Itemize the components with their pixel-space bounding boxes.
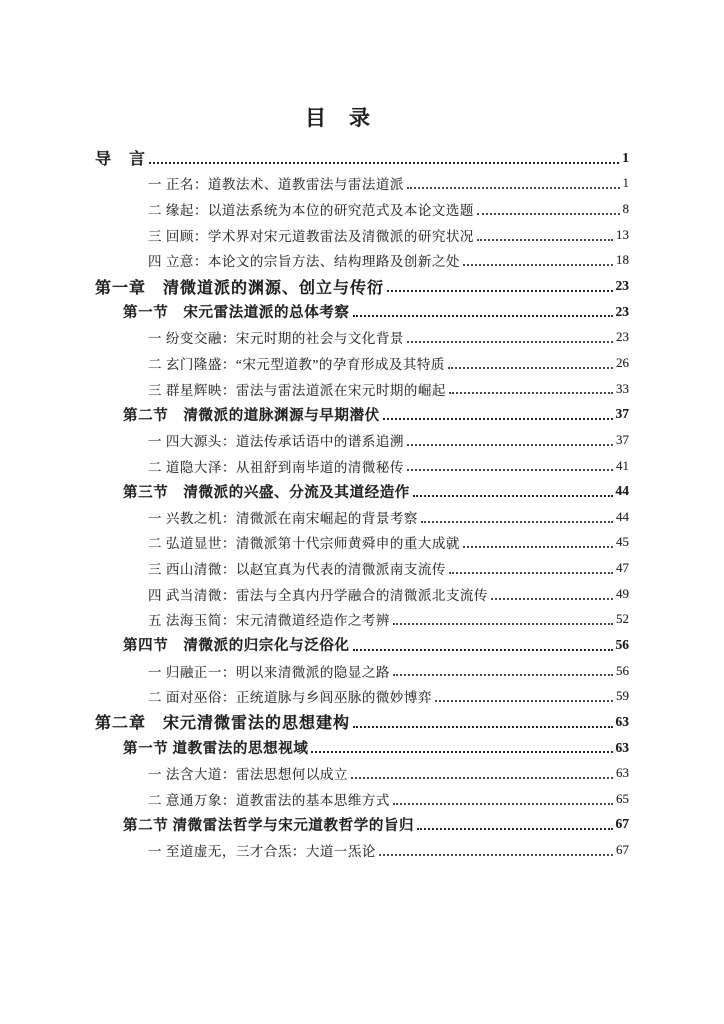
toc-entry bbox=[95, 401, 629, 427]
toc-dot-leader bbox=[379, 837, 613, 856]
toc-page-number: 63 bbox=[616, 765, 629, 781]
toc-entry bbox=[95, 607, 629, 633]
toc-entry-label: 四 立意：本论文的宗旨方法、结构理路及创新之处 bbox=[148, 254, 460, 270]
toc-entry-label: 二 玄门隆盛：“宋元型道教”的孕育形成及其特质 bbox=[148, 356, 445, 372]
toc-dot-leader bbox=[407, 324, 613, 343]
toc-page-number: 23 bbox=[615, 278, 629, 294]
toc-entry-label: 二 道隐大泽：从祖舒到南毕道的清微秘传 bbox=[148, 459, 404, 475]
toc-dot-leader bbox=[435, 683, 613, 702]
toc-dot-leader bbox=[407, 171, 620, 190]
toc-entry bbox=[95, 478, 629, 504]
toc-entry bbox=[95, 248, 629, 274]
toc-entry bbox=[95, 683, 629, 709]
toc-dot-leader bbox=[477, 222, 613, 241]
toc-entry-label: 第二章 宋元清微雷法的思想建构 bbox=[95, 715, 351, 733]
toc-dot-leader bbox=[149, 145, 619, 164]
toc-page-number: 63 bbox=[615, 713, 629, 729]
toc-dot-leader bbox=[311, 735, 612, 754]
toc-page-number: 44 bbox=[616, 508, 629, 524]
toc-entry bbox=[95, 350, 629, 376]
toc-entry bbox=[95, 504, 629, 530]
toc-dot-leader bbox=[417, 812, 612, 831]
toc-entry bbox=[95, 299, 629, 325]
toc-dot-leader bbox=[449, 376, 613, 395]
toc-page-number: 63 bbox=[615, 739, 629, 755]
toc-page-number: 65 bbox=[616, 790, 629, 806]
toc-page-number: 52 bbox=[616, 611, 629, 627]
toc-page-number: 67 bbox=[615, 816, 629, 832]
toc-entry-label: 第一章 清微道派的渊源、创立与传衍 bbox=[95, 279, 385, 297]
toc-entry-label: 一 正名：道教法术、道教雷法与雷法道派 bbox=[148, 177, 404, 193]
toc-entry-label: 三 回顾：学术界对宋元道教雷法及清微派的研究状况 bbox=[148, 228, 474, 244]
toc-page-number: 49 bbox=[616, 585, 629, 601]
toc-entry bbox=[95, 658, 629, 684]
toc-dot-leader bbox=[491, 581, 613, 600]
toc-entry-label: 第一节 道教雷法的思想视域 bbox=[123, 741, 309, 758]
toc-entry bbox=[95, 196, 629, 222]
toc-page-number: 33 bbox=[616, 380, 629, 396]
toc-page-number: 67 bbox=[616, 842, 629, 858]
toc-dot-leader bbox=[393, 658, 613, 677]
toc-entry bbox=[95, 555, 629, 581]
toc-entry-label: 二 缘起：以道法系统为本位的研究范式及本论文选题 bbox=[148, 203, 474, 219]
toc-entry bbox=[95, 453, 629, 479]
toc-entry bbox=[95, 837, 629, 863]
toc-dot-leader bbox=[353, 632, 613, 651]
toc-entry-label: 四 武当清微：雷法与全真内丹学融合的清微派北支流传 bbox=[148, 587, 488, 603]
toc-entry-label: 一 归融正一：明以来清微派的隐显之路 bbox=[148, 664, 390, 680]
toc-entry-label: 第三节 清微派的兴盛、分流及其道经造作 bbox=[123, 484, 410, 501]
toc-entry-label: 第二节 清微雷法哲学与宋元道教哲学的旨归 bbox=[123, 817, 415, 834]
toc-dot-leader bbox=[407, 453, 613, 472]
toc-dot-leader bbox=[393, 786, 613, 805]
toc-dot-leader bbox=[383, 401, 613, 420]
toc-entry bbox=[95, 632, 629, 658]
page-title: 目 录 bbox=[305, 106, 371, 130]
toc-entry-label: 第二节 清微派的道脉渊源与早期潜伏 bbox=[123, 407, 380, 424]
toc-entry bbox=[95, 760, 629, 786]
toc-dot-leader bbox=[413, 478, 613, 497]
toc-dot-leader bbox=[463, 248, 613, 267]
toc-page-number: 59 bbox=[616, 688, 629, 704]
toc-entry-label: 二 面对巫俗：正统道脉与乡闾巫脉的微妙博弈 bbox=[148, 690, 432, 706]
toc-dot-leader bbox=[387, 273, 612, 292]
toc-page-number: 23 bbox=[616, 329, 629, 345]
toc-entry bbox=[95, 581, 629, 607]
toc-entry bbox=[95, 709, 629, 735]
toc-dot-leader bbox=[393, 607, 613, 626]
toc-entry-label: 导 言 bbox=[95, 151, 147, 169]
toc-entry-label: 二 意通万象：道教雷法的基本思维方式 bbox=[148, 792, 390, 808]
toc-entry-label: 一 至道虚无，三才合炁：大道一炁论 bbox=[148, 844, 376, 860]
toc-entry-label: 第四节 清微派的归宗化与泛俗化 bbox=[123, 638, 350, 655]
toc-entry-label: 一 法含大道：雷法思想何以成立 bbox=[148, 767, 348, 783]
toc-dot-leader bbox=[353, 709, 612, 728]
toc-page-number: 1 bbox=[622, 175, 629, 191]
toc-dot-leader bbox=[421, 504, 613, 523]
toc-dot-leader bbox=[477, 196, 620, 215]
toc-page-number: 1 bbox=[622, 149, 629, 165]
toc-page-number: 37 bbox=[615, 406, 629, 422]
toc-entry bbox=[95, 735, 629, 761]
toc-dot-leader bbox=[463, 530, 613, 549]
toc-list bbox=[95, 145, 629, 863]
toc-entry bbox=[95, 812, 629, 838]
toc-entry-label: 二 弘道显世：清微派第十代宗师黄舜申的重大成就 bbox=[148, 536, 460, 552]
toc-page-number: 26 bbox=[616, 354, 629, 370]
toc-entry-label: 一 纷变交融：宋元时期的社会与文化背景 bbox=[148, 331, 404, 347]
toc-page-number: 44 bbox=[615, 483, 629, 499]
toc-entry-label: 一 兴教之机：清微派在南宋崛起的背景考察 bbox=[148, 510, 418, 526]
toc-page-number: 13 bbox=[616, 226, 629, 242]
toc-page-number: 18 bbox=[616, 252, 629, 268]
toc-entry bbox=[95, 376, 629, 402]
toc-page-number: 56 bbox=[616, 662, 629, 678]
toc-entry bbox=[95, 171, 629, 197]
toc-page-number: 45 bbox=[616, 534, 629, 550]
toc-dot-leader bbox=[407, 427, 613, 446]
toc-entry-label: 五 法海玉简：宋元清微道经造作之考辨 bbox=[148, 613, 390, 629]
toc-page-number: 8 bbox=[622, 201, 629, 217]
toc-entry-label: 三 群星辉映：雷法与雷法道派在宋元时期的崛起 bbox=[148, 382, 446, 398]
toc-entry-label: 三 西山清微：以赵宜真为代表的清微派南支流传 bbox=[148, 562, 446, 578]
toc-dot-leader bbox=[351, 760, 613, 779]
toc-page-number: 47 bbox=[616, 560, 629, 576]
toc-entry-label: 一 四大源头：道法传承话语中的谱系追溯 bbox=[148, 433, 404, 449]
toc-entry bbox=[95, 786, 629, 812]
toc-entry bbox=[95, 145, 629, 171]
toc-page-number: 37 bbox=[616, 431, 629, 447]
toc-entry bbox=[95, 222, 629, 248]
toc-page-number: 41 bbox=[616, 457, 629, 473]
toc-page-number: 56 bbox=[615, 636, 629, 652]
toc-entry bbox=[95, 530, 629, 556]
toc-entry bbox=[95, 324, 629, 350]
toc-page-number: 23 bbox=[615, 303, 629, 319]
toc-dot-leader bbox=[448, 350, 613, 369]
toc-entry-label: 第一节 宋元雷法道派的总体考察 bbox=[123, 305, 350, 322]
toc-dot-leader bbox=[449, 555, 613, 574]
toc-dot-leader bbox=[353, 299, 613, 318]
toc-entry bbox=[95, 427, 629, 453]
toc-entry bbox=[95, 273, 629, 299]
